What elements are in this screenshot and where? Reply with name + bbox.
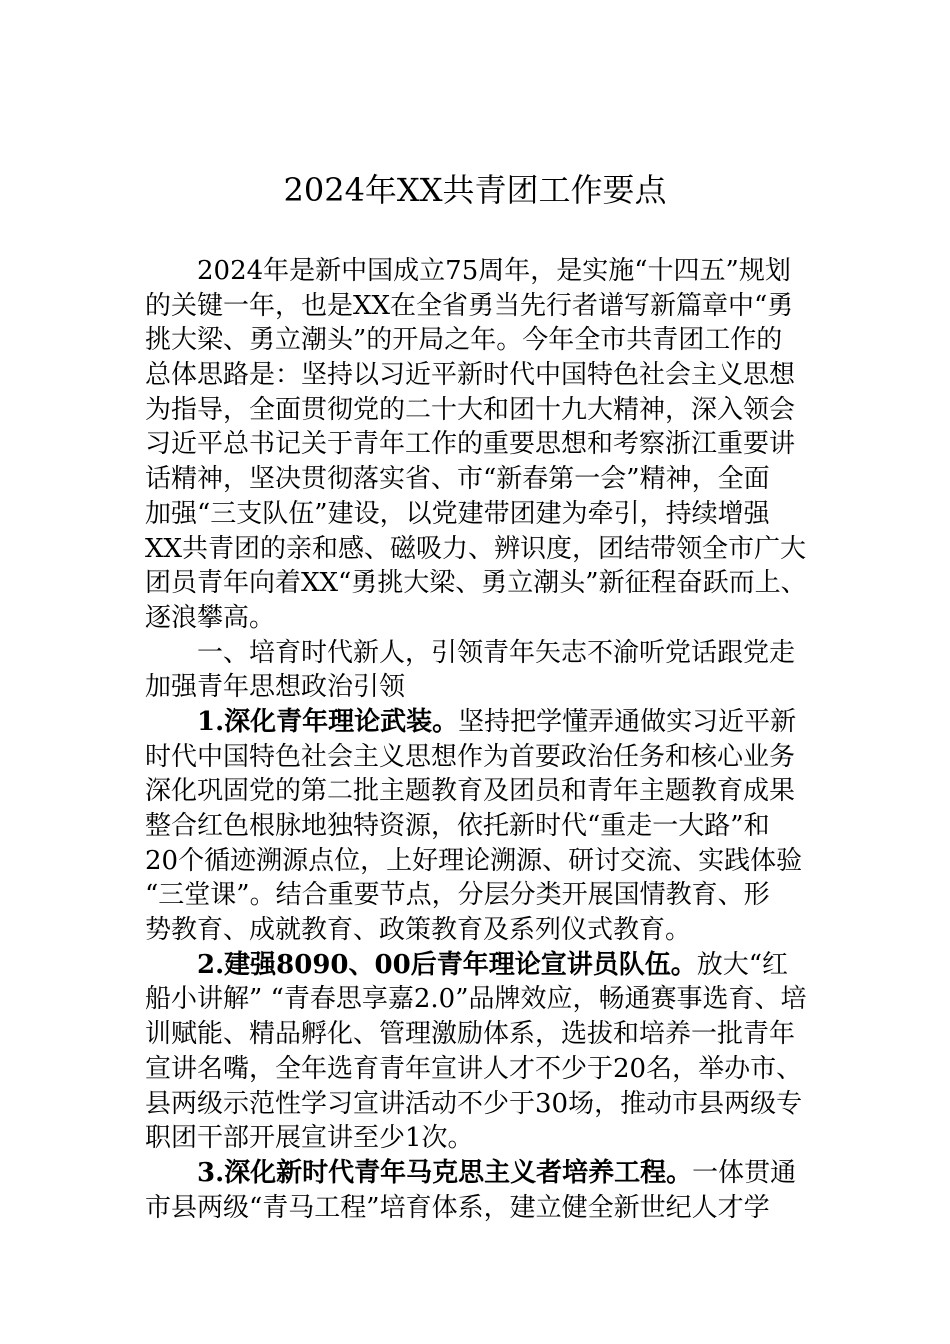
item-paragraph-1	[145, 705, 805, 948]
paragraph-line: 挑大梁、勇立潮头”的开局之年。今年全市共青团工作的	[145, 325, 783, 356]
item-text: 放大“红	[696, 949, 788, 980]
paragraph-line: 2024年是新中国成立75周年，是实施“十四五”规划	[197, 256, 791, 286]
item-heading: 3.深化新时代青年马克思主义者培养工程。	[197, 1157, 693, 1188]
document-title: 2024年XX共青团工作要点	[283, 171, 667, 209]
paragraph-line: 总体思路是：坚持以习近平新时代中国特色社会主义思想	[145, 360, 796, 391]
paragraph-line: 势教育、成就教育、政策教育及系列仪式教育。	[145, 915, 692, 946]
item-paragraph-2	[145, 948, 805, 1156]
paragraph-line: 训赋能、精品孵化、管理激励体系，选拔和培养一批青年	[145, 1019, 796, 1050]
paragraph-line: “三堂课”。结合重要节点，分层分类开展国情教育、形	[145, 880, 770, 911]
item-heading: 2.建强8090、00后青年理论宣讲员队伍。	[197, 949, 697, 980]
paragraph-line	[145, 1156, 805, 1191]
item-text: 坚持把学懂弄通做实习近平新	[458, 706, 797, 737]
paragraph-line: 职团干部开展宣讲至少1次。	[145, 1123, 474, 1154]
paragraph-line: 20个循迹溯源点位，上好理论溯源、研讨交流、实践体验	[145, 845, 803, 876]
paragraph-line: 的关键一年，也是XX在全省勇当先行者谱写新篇章中“勇	[145, 290, 794, 321]
intro-paragraph	[145, 254, 805, 636]
paragraph-line: 县两级示范性学习宣讲活动不少于30场，推动市县两级专	[145, 1088, 803, 1119]
paragraph-line: 习近平总书记关于青年工作的重要思想和考察浙江重要讲	[145, 429, 796, 460]
item-heading: 1.深化青年理论武装。	[197, 706, 459, 737]
section-heading	[145, 636, 805, 705]
paragraph-line	[145, 705, 805, 740]
section-heading-line: 加强青年思想政治引领	[145, 672, 406, 703]
paragraph-line	[145, 948, 805, 983]
paragraph-line: 加强“三支队伍”建设，以党建带团建为牵引，持续增强	[145, 498, 770, 529]
paragraph-line: 为指导，全面贯彻党的二十大和团十九大精神，深入领会	[145, 394, 796, 425]
paragraph-line: XX共青团的亲和感、磁吸力、辨识度，团结带领全市广大	[145, 533, 807, 564]
document-body	[145, 254, 805, 1225]
paragraph-line: 船小讲解” “青春思享嘉2.0”品牌效应，畅通赛事选育、培	[145, 984, 807, 1015]
paragraph-line: 市县两级“青马工程”培育体系，建立健全新世纪人才学	[145, 1192, 770, 1223]
paragraph-line: 团员青年向着XX“勇挑大梁、勇立潮头”新征程奋跃而上、	[145, 568, 807, 599]
paragraph-line: 宣讲名嘴，全年选育青年宣讲人才不少于20名，举办市、	[145, 1053, 803, 1084]
item-paragraph-3	[145, 1156, 805, 1225]
section-heading-line: 一、培育时代新人，引领青年矢志不渝听党话跟党走	[197, 637, 796, 668]
paragraph-line: 整合红色根脉地独特资源，依托新时代“重走一大路”和	[145, 811, 770, 841]
paragraph-line: 逐浪攀高。	[145, 602, 276, 633]
item-text: 一体贯通	[692, 1157, 797, 1188]
paragraph-line: 话精神，坚决贯彻落实省、市“新春第一会”精神，全面	[145, 464, 770, 495]
paragraph-line: 深化巩固党的第二批主题教育及团员和青年主题教育成果	[145, 776, 796, 807]
paragraph-line: 时代中国特色社会主义思想作为首要政治任务和核心业务	[145, 741, 796, 772]
